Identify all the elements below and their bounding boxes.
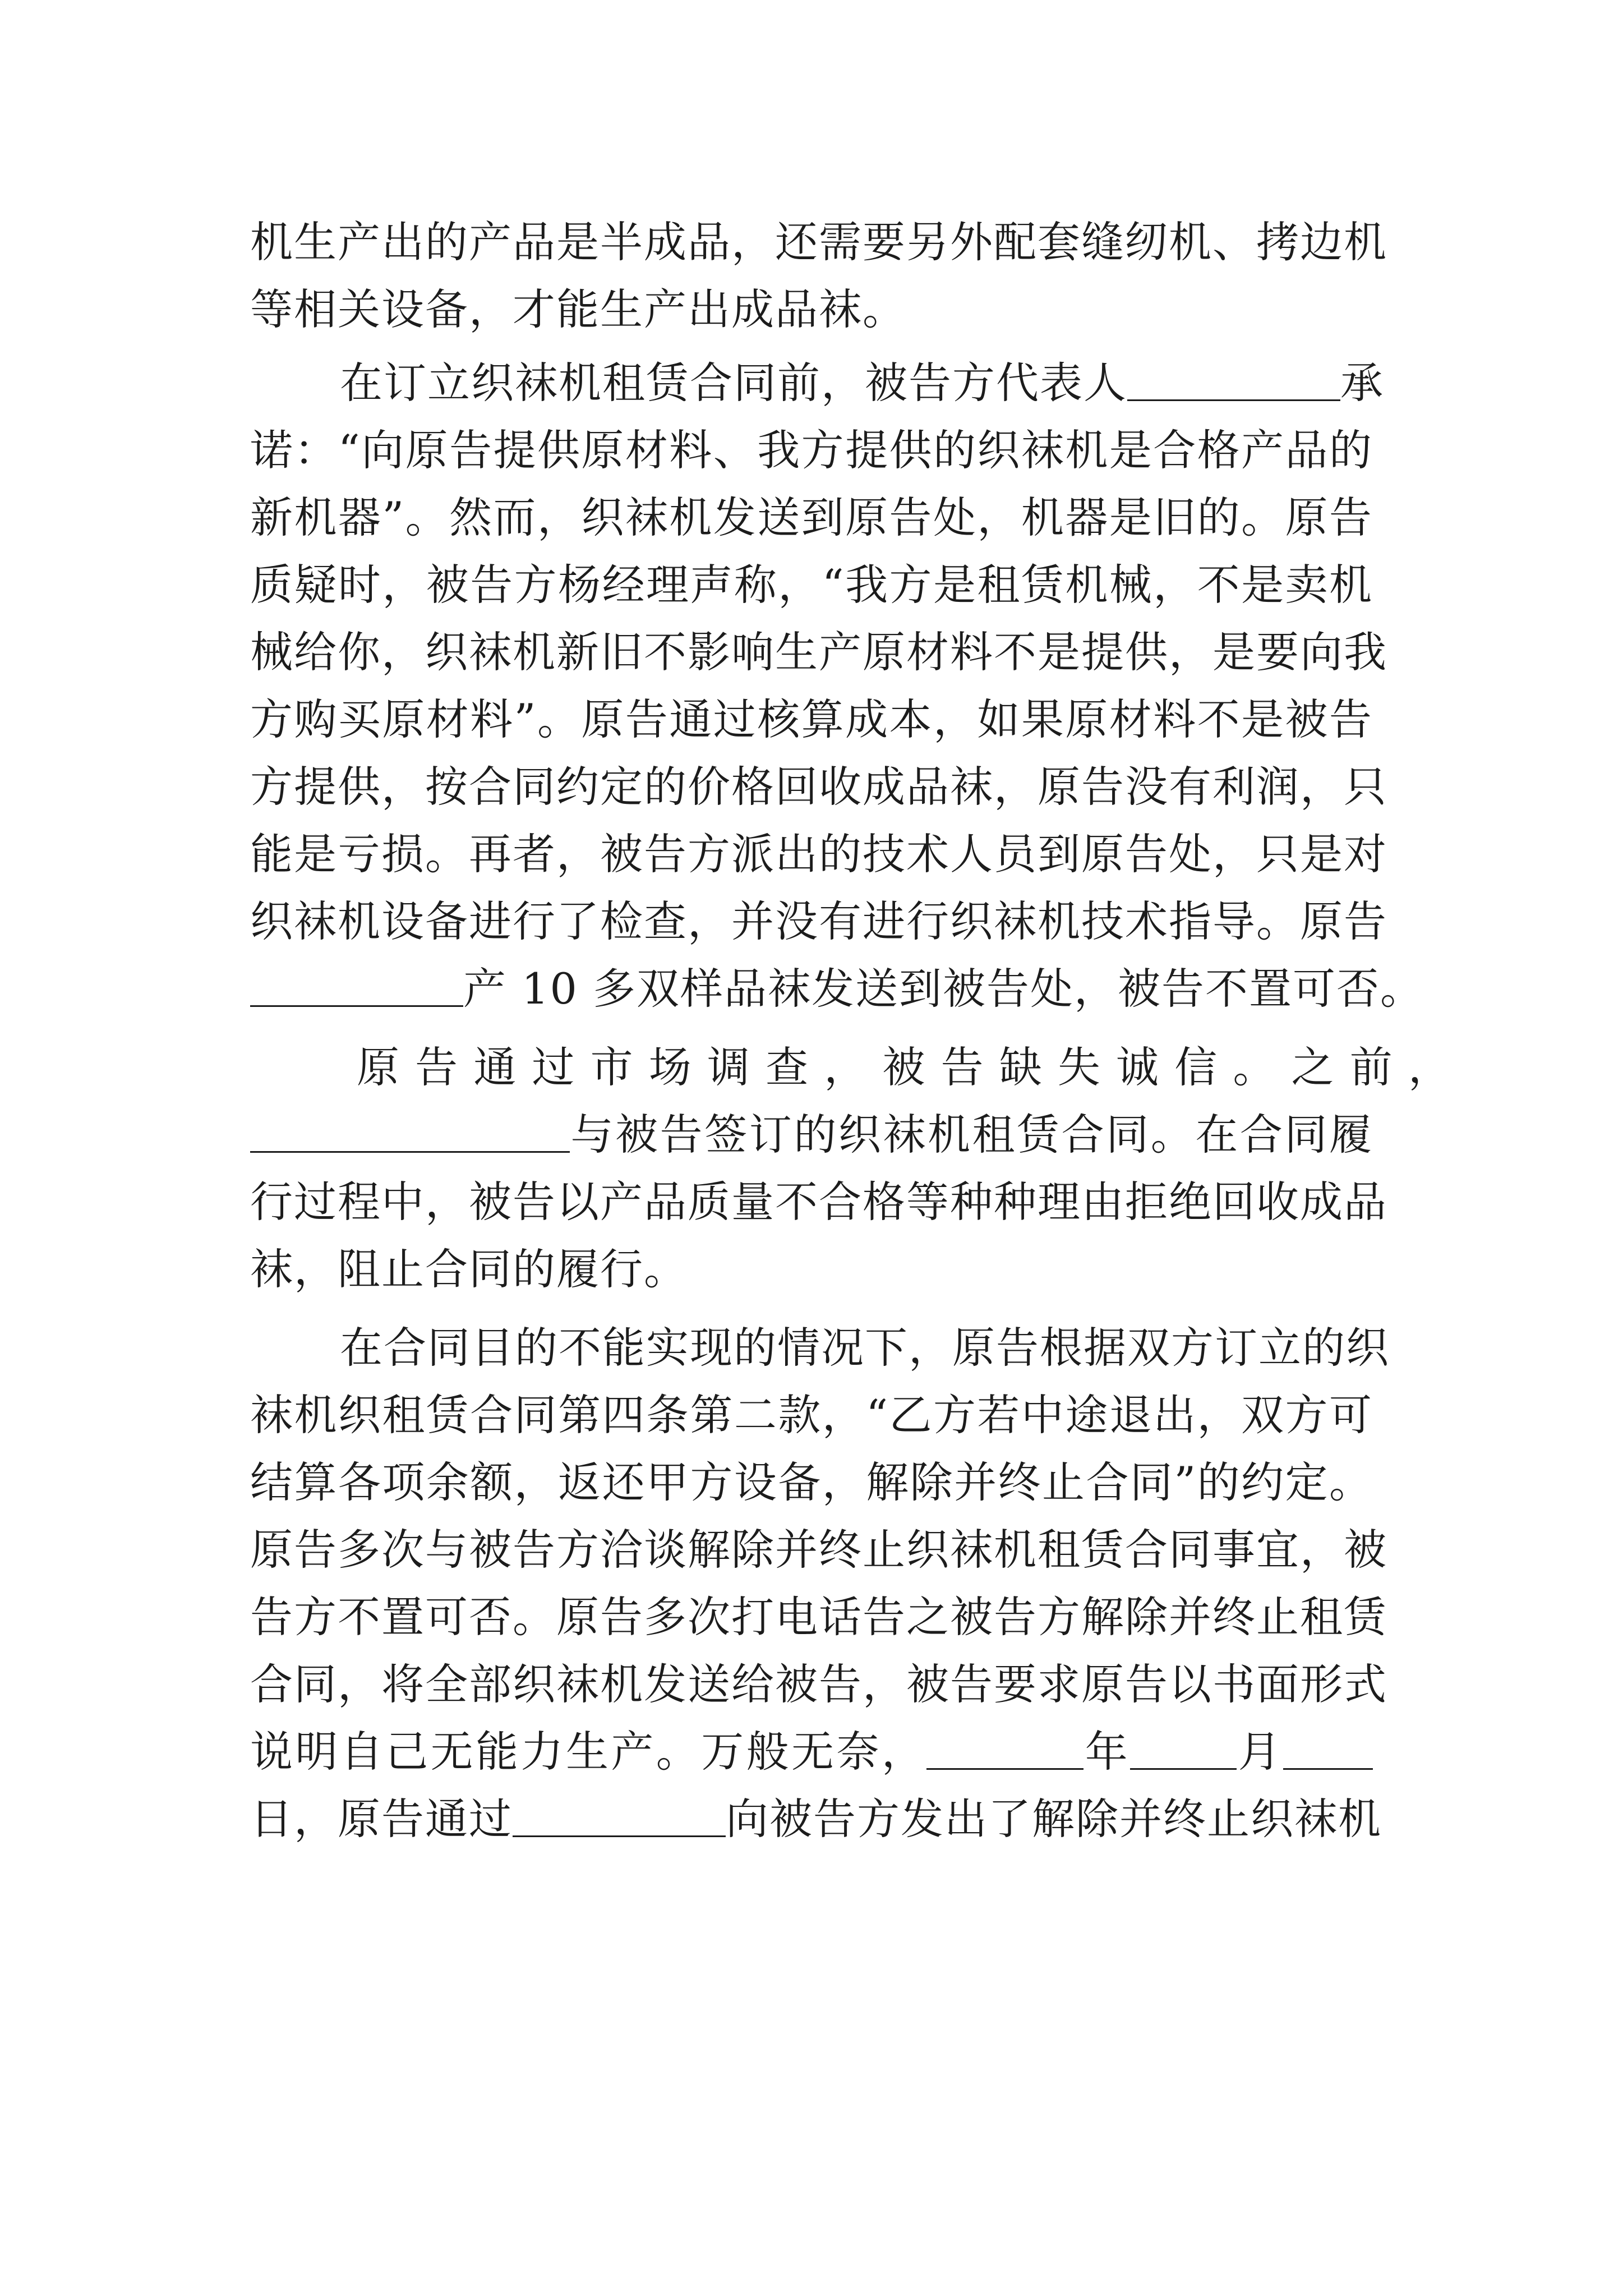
text-line: 原告多次与被告方洽谈解除并终止织袜机租赁合同事宜，被: [250, 1525, 1387, 1575]
text-line: 机生产出的产品是半成品，还需要另外配套缝纫机、拷边机: [250, 217, 1387, 267]
text-line: 告方不置可否。原告多次打电话告之被告方解除并终止租赁: [250, 1592, 1387, 1642]
fill-in-blank: [250, 963, 463, 1007]
text-line: 与被告签订的织袜机租赁合同。在合同履: [250, 1101, 1373, 1168]
text-line: 袜，阻止合同的履行。: [250, 1244, 688, 1294]
fill-in-blank: [1130, 1726, 1237, 1770]
text-line: 在合同目的不能实现的情况下，原告根据双方订立的织: [340, 1323, 1390, 1373]
fill-in-blank: [1283, 1726, 1373, 1770]
text-line: 织袜机设备进行了检查，并没有进行织袜机技术指导。原告: [250, 896, 1387, 946]
text-line: 说明自己无能力生产。万般无奈， 年 月: [250, 1718, 1373, 1786]
fill-in-blank: [513, 1793, 726, 1837]
text-line: 在订立织袜机租赁合同前，被告方代表人 承: [340, 358, 1384, 408]
text-line: 能是亏损。再者，被告方派出的技术人员到原告处，只是对: [250, 829, 1387, 879]
text-line: 袜机织租赁合同第四条第二款，“乙方若中途退出，双方可: [250, 1390, 1373, 1440]
text-line: 方提供，按合同约定的价格回收成品袜，原告没有利润，只: [250, 762, 1387, 812]
text-line: 日，原告通过 向被告方发出了解除并终止织袜机: [250, 1794, 1382, 1844]
fill-in-blank: [926, 1726, 1083, 1770]
text-line: 合同，将全部织袜机发送给被告，被告要求原告以书面形式: [250, 1659, 1387, 1709]
text-line: 行过程中，被告以产品质量不合格等种种理由拒绝回收成品: [250, 1177, 1387, 1227]
text-line: 新机器”。然而，织袜机发送到原告处，机器是旧的。原告: [250, 493, 1373, 542]
text-line: 方购买原材料”。原告通过核算成本，如果原材料不是被告: [250, 694, 1373, 744]
text-line: 械给你，织袜机新旧不影响生产原材料不是提供，是要向我: [250, 627, 1387, 677]
text-line: 产 10 多双样品袜发送到被告处，被告不置可否。: [250, 955, 1373, 1023]
text-line: 质疑时，被告方杨经理声称，“我方是租赁机械，不是卖机: [250, 560, 1373, 610]
text-line: 诺：“向原告提供原材料、我方提供的织袜机是合格产品的: [250, 425, 1373, 475]
text-line: 原 告 通 过 市 场 调 查 ， 被 告 缺 失 诚 信 。 之 前 ，: [357, 1042, 1452, 1092]
fill-in-blank: [250, 1108, 570, 1153]
fill-in-blank: [1127, 357, 1340, 401]
text-line: 结算各项余额，返还甲方设备，解除并终止合同”的约定。: [250, 1457, 1373, 1507]
text-line: 等相关设备，才能生产出成品袜。: [250, 284, 906, 334]
